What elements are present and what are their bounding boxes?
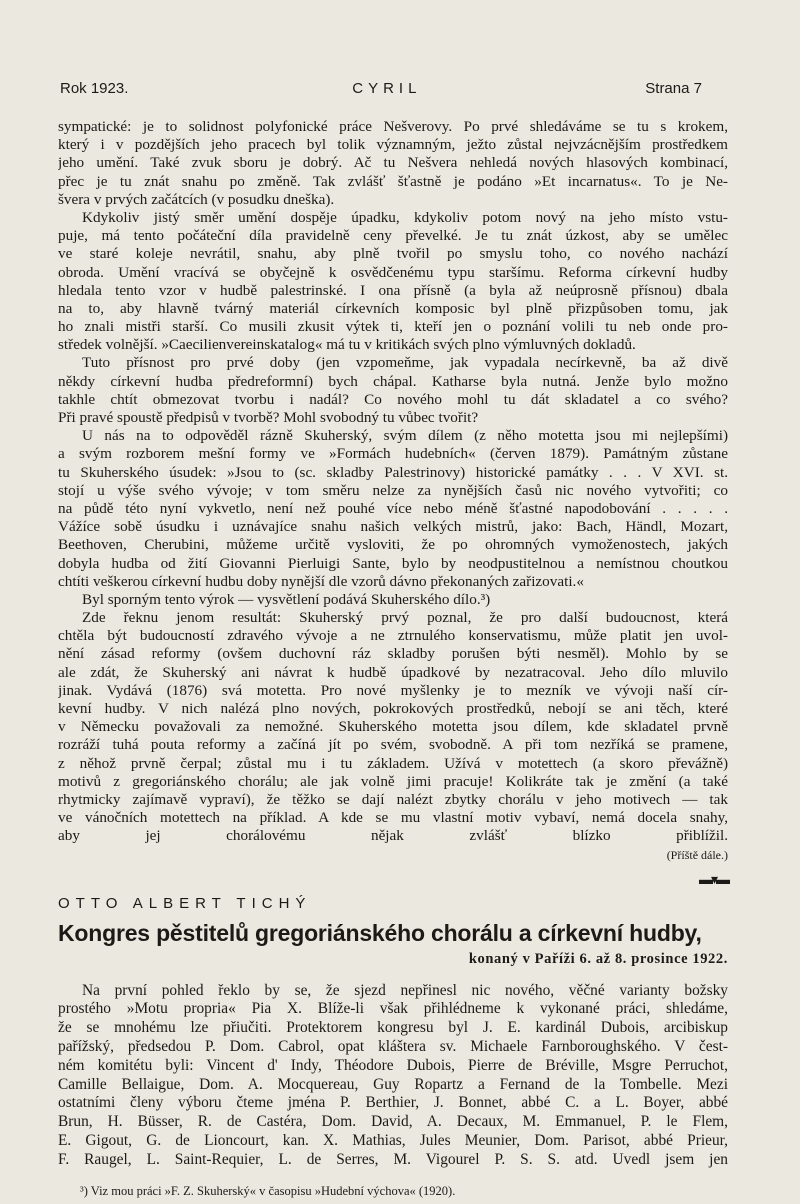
text-line: E. Gigout, G. de Lioncourt, kan. X. Mathias, Jules Meunier, Dom. Parisot, abbé Prieur, xyxy=(58,1132,728,1150)
header-page-number: Strana 7 xyxy=(645,80,702,97)
text-line: v Německu považovali za nemožné. Skuherského motetta jsou dílem, kde skladatel prvně xyxy=(58,718,728,736)
section-ornament: ▬▾▬ xyxy=(698,872,728,888)
text-line: Byl sporným tento výrok — vysvětlení podává Skuherského dílo.³) xyxy=(82,590,491,608)
text-line: na půdě této nyní vykvetlo, není než pouhé více nebo méně šťastné napodobování . . . . . xyxy=(58,499,728,517)
text-line: ostatními členy výboru čteme jména P. Berthier, J. Bonnet, abbé C. a L. Boyer, abbé xyxy=(58,1094,728,1112)
footnote: ³) Viz mou práci »F. Z. Skuherský« v časopisu »Hudební výchova« (1920). xyxy=(80,1183,456,1198)
article-author: OTTO ALBERT TICHÝ xyxy=(58,894,312,912)
text-line: Kdykoliv jistý směr umění dospěje úpadku, kdykoliv potom nový na jeho místo vstu- xyxy=(82,208,728,226)
text-line: na to, aby hlavně tvárný materiál církevních komposic byl plně přizpůsoben tomu, jak xyxy=(58,299,728,317)
continued-note: (Příště dále.) xyxy=(666,847,728,862)
article-subtitle: konaný v Paříži 6. až 8. prosince 1922. xyxy=(468,950,728,967)
text-line: Na první pohled řeklo by se, že sjezd nepřinesl nic nového, věčné varianty božsky xyxy=(82,981,728,999)
text-line: dobyla hudba od žití Giovanni Pierluigi Sante, bylo by neodpustitelnou a nemístnou choutkou xyxy=(58,554,728,572)
text-line: rhytmicky zajímavě vypraví), že těžko se dají nalézt zbytky chorálu v jeho motivech — tak xyxy=(58,790,728,808)
header-journal-title: CYRIL xyxy=(352,80,422,97)
text-line: kevní hudby. V nich nalézá plno nových, pokrokových prostředků, nebojí se ani těch, které xyxy=(58,700,728,717)
text-line: Vážíce sobě úsudku i uznávajíce snahu našich velkých mistrů, jako: Bach, Händl, Mozart, xyxy=(58,518,728,536)
article-signoff-line xyxy=(58,846,728,864)
text-line: středek volnější. »Caecilienvereinskatalog« má tu v kritikách svých plno výmluvných dokladů. xyxy=(58,336,636,354)
text-line: prostého »Motu propria« Pia X. Blíže-li však přihlédneme k vykonané práci, shledáme, xyxy=(58,1000,728,1018)
article-body xyxy=(58,982,728,1170)
text-line: jinak. Vydává (1876) svá motetta. Pro nové myšlenky je to mezník ve vývoji naší cír- xyxy=(58,681,728,699)
text-line: nění zásad reformy (ovšem duchovní ráz skladby porušen býti nesměl). Mohlo by se xyxy=(58,645,728,663)
text-line: přec je tu znát snahu po změně. Tak zvlášť šťastně je podáno »Et incarnatus«. To je Ne- xyxy=(58,172,728,190)
text-line: jeho umění. Také zvuk sboru je dobrý. Ač tu Nešvera nehledá nových hlasových kombinací, xyxy=(58,154,728,172)
text-line: puje, má tento počáteční díla pravidelně ceny převelké. Je tu znát úzkost, aby se umělec xyxy=(58,227,728,245)
text-line: Camille Bellaigue, Dom. A. Mocquereau, Guy Ropartz a Fernand de la Tombelle. Mezi xyxy=(58,1075,728,1093)
text-line: Tuto přísnost pro prvé doby (jen vzpomeňme, jak vypadala necírkevně, ba až divě xyxy=(82,354,728,372)
text-line: aby jej chorálovému nějak zvlášť blízko přiblížil. xyxy=(58,827,728,845)
text-line: U nás na to odpověděl rázně Skuherský, svým dílem (z něho motetta jsou mi nejlepšími) xyxy=(82,427,728,445)
text-line: tu Skuherského úsudek: »Jsou to (sc. skladby Palestrinovy) historické památky . . . V XVI. st. xyxy=(58,463,728,481)
text-line: ho znali mistři starší. Co musili zkusit výtek ti, kteří jen o poznání volili tu neb onde pro- xyxy=(58,318,728,336)
text-line: motivů z gregoriánského chorálu; ale jak volně jimi pracuje! Kolikráte tak je změní (a také xyxy=(58,772,728,790)
text-line: ném komitétu byli: Vincent d' Indy, Théodore Dubois, Pierre de Bréville, Msgre Perruchot, xyxy=(58,1056,728,1074)
text-line: že se mnohému lze přiučiti. Protektorem kongresu byl J. E. kardinál Dubois, arcibiskup xyxy=(58,1019,728,1037)
text-line: a svým rozborem mešní formy ve »Formách hudebních« (červen 1879). Památným zůstane xyxy=(58,445,728,463)
text-line: pařížský, předsedou P. Dom. Cabrol, opat kláštera sv. Michaele Farnboroughského. V čest- xyxy=(58,1038,728,1056)
text-line: obroda. Umění vracívá se obyčejně k osvědčenému typu staršímu. Reforma církevní hudby xyxy=(58,263,728,281)
text-line: sympatické: je to solidnost polyfonické práce Nešverovy. Po prvé shledáváme se tu s krokem, xyxy=(58,118,728,135)
header-year: Rok 1923. xyxy=(60,80,129,97)
text-line: Zde řeknu jenom resultát: Skuherský prvý poznal, že pro další budoucnost, která xyxy=(82,609,728,627)
text-line: švera v prvých začátcích (v posudku dneška). xyxy=(58,190,335,208)
text-line: někdy církevní hudba předreformní) bych chápal. Katharse byla nutná. Jenže bylo možno xyxy=(58,372,728,390)
text-line: Beethoven, Cherubini, můžeme určitě vysloviti, že po ohromných vymoženostech, jakých xyxy=(58,536,728,554)
text-line: z něhož prvně čerpal; zůstal mu i tu základem. Užívá v motettech (a skoro převážně) xyxy=(58,754,728,772)
text-line: F. Raugel, L. Saint-Requier, L. de Serres, M. Vigourel P. S. S. atd. Uvedl jsem jen xyxy=(58,1150,728,1168)
article-title: Kongres pěstitelů gregoriánského chorálu a církevní hudby, xyxy=(58,919,702,946)
text-line: který i v pozdějších jeho pracech byl tolik významným, ježto zůstal nejvzácnějším prostředkem xyxy=(58,136,728,154)
text-line: ve vánočních motettech na příklad. A kde se mu vlastní motiv vybaví, nemá docela snahy, xyxy=(58,809,728,827)
page-body xyxy=(58,118,728,1199)
text-line: chtíti veškerou církevní hudbu doby nynější dle vzorů dávno překonaných zařizovati.« xyxy=(58,572,584,590)
text-line: Při pravé spoustě předpisů v tvorbě? Mohl svobodný tu vůbec tvořit? xyxy=(58,409,479,426)
text-line: ve staré koleje nevrátil, snahu, aby plně tvořil po smyslu toho, co nového nachází xyxy=(58,245,728,263)
article-continuation xyxy=(58,118,728,846)
running-header xyxy=(60,80,702,97)
text-line: ale zdát, že Skuherský ani návrat k hudbě úpadkové by nezatracoval. Jeho dílo mluvilo xyxy=(58,663,728,681)
text-line: stojí u výše svého vývoje; v tom směru nelze za nynějších časů nic nového vytvořiti; co xyxy=(58,481,728,499)
text-line: hledala tento vzor v hudbě palestrinské. I ona přísně (a byla až neúprosně přísnou) dbala xyxy=(58,281,728,299)
text-line: rozráží tuhá pouta reformy a začíná jít po svém, svobodně. A při tom nezříká se pramene, xyxy=(58,736,728,754)
text-line: Brun, H. Büsser, R. de Castéra, Dom. David, A. Decaux, M. Emmanuel, P. le Flem, xyxy=(58,1113,728,1131)
text-line: takhle chtít obmezovat tvorbu i nadál? Co nového mohl tu dát skladatel a co svého? xyxy=(58,390,728,408)
text-line: chtěla být budoucností zdravého vývoje a ne ztrnulého konservatismu, může platit jen uvol- xyxy=(58,627,728,645)
